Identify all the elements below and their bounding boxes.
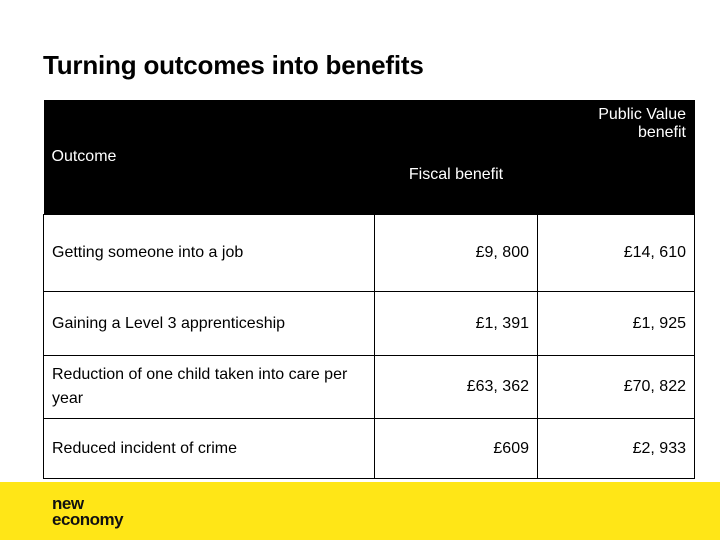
table-row <box>44 356 695 419</box>
public-value-cell: £1, 925 <box>538 292 695 356</box>
public-value-cell: £14, 610 <box>538 215 695 292</box>
fiscal-benefit-cell: £609 <box>375 419 538 479</box>
table-row <box>44 419 695 479</box>
header-outcome: Outcome <box>44 100 375 215</box>
public-value-cell: £2, 933 <box>538 419 695 479</box>
table-row <box>44 215 695 292</box>
logo-line-1: new <box>52 494 84 513</box>
table-header-row <box>44 100 695 215</box>
new-economy-logo <box>52 496 123 528</box>
fiscal-benefit-cell: £9, 800 <box>375 215 538 292</box>
public-value-cell: £70, 822 <box>538 356 695 419</box>
outcome-cell: Reduction of one child taken into care per year <box>44 356 375 419</box>
fiscal-benefit-cell: £1, 391 <box>375 292 538 356</box>
logo-line-2: economy <box>52 510 124 529</box>
header-public-value-benefit: Public Value benefit <box>538 100 695 215</box>
header-fiscal-benefit: Fiscal benefit <box>375 100 538 215</box>
slide-title: Turning outcomes into benefits <box>43 50 424 80</box>
outcome-cell: Getting someone into a job <box>44 215 375 292</box>
benefits-table <box>43 100 694 479</box>
table-row <box>44 292 695 356</box>
outcome-cell: Reduced incident of crime <box>44 419 375 479</box>
fiscal-benefit-cell: £63, 362 <box>375 356 538 419</box>
footer-bar <box>0 482 720 540</box>
outcome-cell: Gaining a Level 3 apprenticeship <box>44 292 375 356</box>
